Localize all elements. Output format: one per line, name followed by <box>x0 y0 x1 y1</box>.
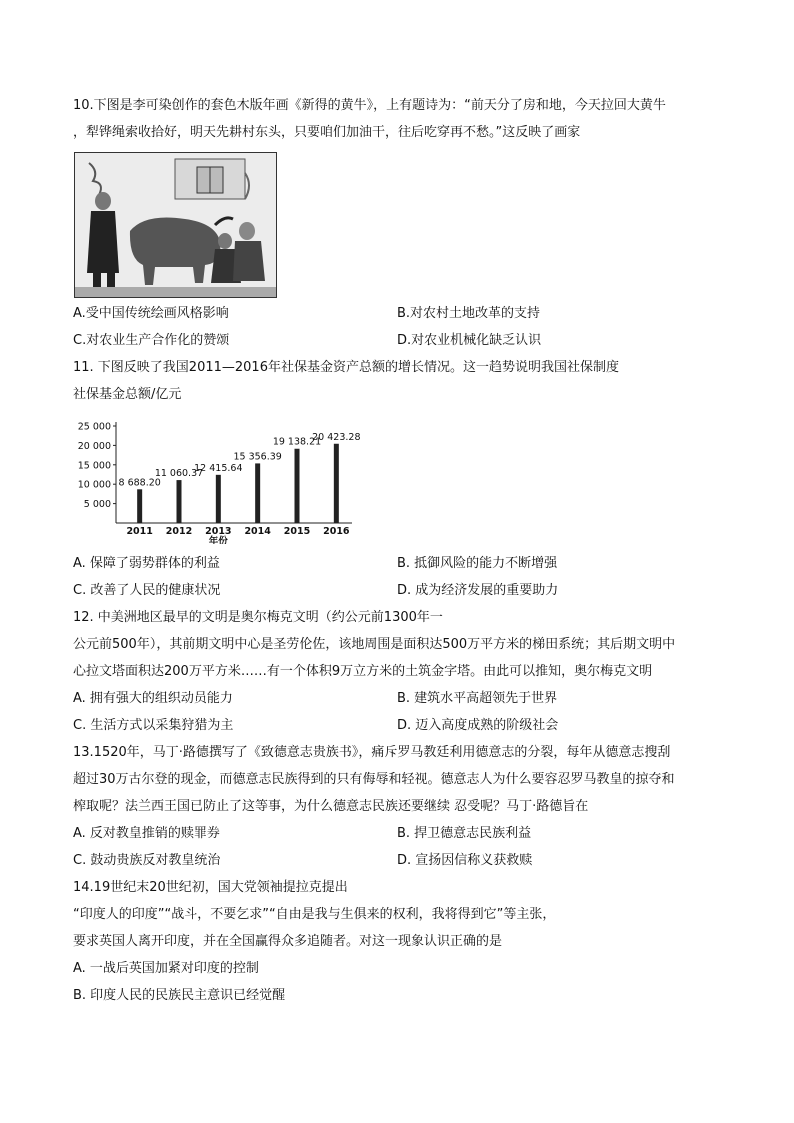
x-axis-title: 年份 <box>208 536 228 544</box>
woodcut-illustration <box>75 153 276 297</box>
q14-stem-line1: 14.19世纪末20世纪初，国大党领袖提拉克提出 <box>73 880 348 895</box>
q13-stem-line2: 超过30万古尔登的现金，而德意志民族得到的只有侮辱和轻视。德意志人为什么要容忍罗马教皇的掠夺和 <box>73 772 675 787</box>
q10-option-a: A.受中国传统绘画风格影响 <box>73 306 229 321</box>
x-tick-label: 2013 <box>205 526 232 537</box>
q12-option-c: C. 生活方式以采集狩猎为主 <box>73 718 234 733</box>
q13-option-d: D. 宣扬因信称义获救赎 <box>397 853 533 868</box>
q10-stem-line1: 10.下图是李可染创作的套色木版年画《新得的黄牛》，上有题诗为：“前天分了房和地，今天拉回大黄牛 <box>73 98 666 113</box>
bar <box>177 480 182 523</box>
q12-stem-line1: 12. 中美洲地区最早的文明是奥尔梅克文明（约公元前1300年一 <box>73 610 443 625</box>
x-tick-label: 2015 <box>283 526 311 537</box>
q10-stem-line2: ，犁铧绳索收拾好，明天先耕村东头，只要咱们加油干，往后吃穿再不愁。”这反映了画家 <box>73 125 581 140</box>
q11-stem: 11. 下图反映了我国2011—2016年社保基金资产总额的增长情况。这一趋势说明我国社保制度 <box>73 360 619 375</box>
x-tick-label: 2011 <box>126 526 153 537</box>
y-tick-label: 5 000 <box>83 499 111 511</box>
q11-option-a: A. 保障了弱势群体的利益 <box>73 556 220 571</box>
bar <box>255 463 260 523</box>
bar <box>216 475 221 523</box>
bar-value-label: 11 060.37 <box>154 468 204 480</box>
q11-option-d: D. 成为经济发展的重要助力 <box>397 583 559 598</box>
q10-option-c: C.对农业生产合作化的赞颂 <box>73 333 230 348</box>
woodcut-print-image <box>74 152 277 298</box>
y-tick-label: 25 000 <box>77 421 111 433</box>
chart-y-axis-title: 社保基金总额/亿元 <box>73 387 182 402</box>
x-tick-label: 2014 <box>244 526 271 537</box>
q12-option-b: B. 建筑水平高超领先于世界 <box>397 691 558 706</box>
x-tick-label: 2016 <box>323 526 350 537</box>
bar-value-label: 15 356.39 <box>233 451 282 463</box>
bar-value-label: 8 688.20 <box>118 477 161 489</box>
q13-stem-line3: 榨取呢？法兰西王国已防止了这等事，为什么德意志民族还要继续 忍受呢？马丁·路德旨在 <box>73 799 589 814</box>
bar <box>334 444 339 523</box>
bar-value-label: 20 423.28 <box>312 431 360 443</box>
q13-stem-line1: 13.1520年，马丁·路德撰写了《致德意志贵族书》，痛斥罗马教廷利用德意志的分裂，每年从德意志搜刮 <box>73 745 671 760</box>
bar-value-label: 12 415.64 <box>194 462 243 474</box>
y-tick-label: 20 000 <box>77 440 111 452</box>
bar-chart-svg <box>70 418 360 544</box>
q14-stem-line2: “印度人的印度”“战斗，不要乞求”“自由是我与生俱来的权利，我将得到它”等主张， <box>73 907 556 922</box>
bar <box>295 449 300 523</box>
q12-option-d: D. 迈入高度成熟的阶级社会 <box>397 718 559 733</box>
q11-option-c: C. 改善了人民的健康状况 <box>73 583 221 598</box>
q14-stem-line3: 要求英国人离开印度，并在全国赢得众多追随者。对这一现象认识正确的是 <box>73 934 503 949</box>
q10-option-b: B.对农村土地改革的支持 <box>397 306 541 321</box>
q12-option-a: A. 拥有强大的组织动员能力 <box>73 691 233 706</box>
bar-value-label: 19 138.21 <box>272 436 322 448</box>
social-security-fund-chart <box>70 418 360 544</box>
x-tick-label: 2012 <box>165 526 193 537</box>
y-tick-label: 15 000 <box>77 460 111 472</box>
q12-stem-line3: 心拉文塔面积达200万平方米……有一个体积9万立方米的土筑金字塔。由此可以推知，奥尔梅克文明 <box>73 664 653 679</box>
q13-option-b: B. 捍卫德意志民族利益 <box>397 826 532 841</box>
y-tick-label: 10 000 <box>77 479 111 491</box>
q14-option-b: B. 印度人民的民族民主意识已经觉醒 <box>73 988 286 1003</box>
q11-option-b: B. 抵御风险的能力不断增强 <box>397 556 558 571</box>
q13-option-c: C. 鼓动贵族反对教皇统治 <box>73 853 221 868</box>
q14-option-a: A. 一战后英国加紧对印度的控制 <box>73 961 259 976</box>
q12-stem-line2: 公元前500年），其前期文明中心是圣劳伦佐，该地周围是面积达500万平方米的梯田系统；其后期文明中 <box>73 637 676 652</box>
bar <box>137 489 142 523</box>
q10-option-d: D.对农业机械化缺乏认识 <box>397 333 542 348</box>
q13-option-a: A. 反对教皇推销的赎罪券 <box>73 826 220 841</box>
